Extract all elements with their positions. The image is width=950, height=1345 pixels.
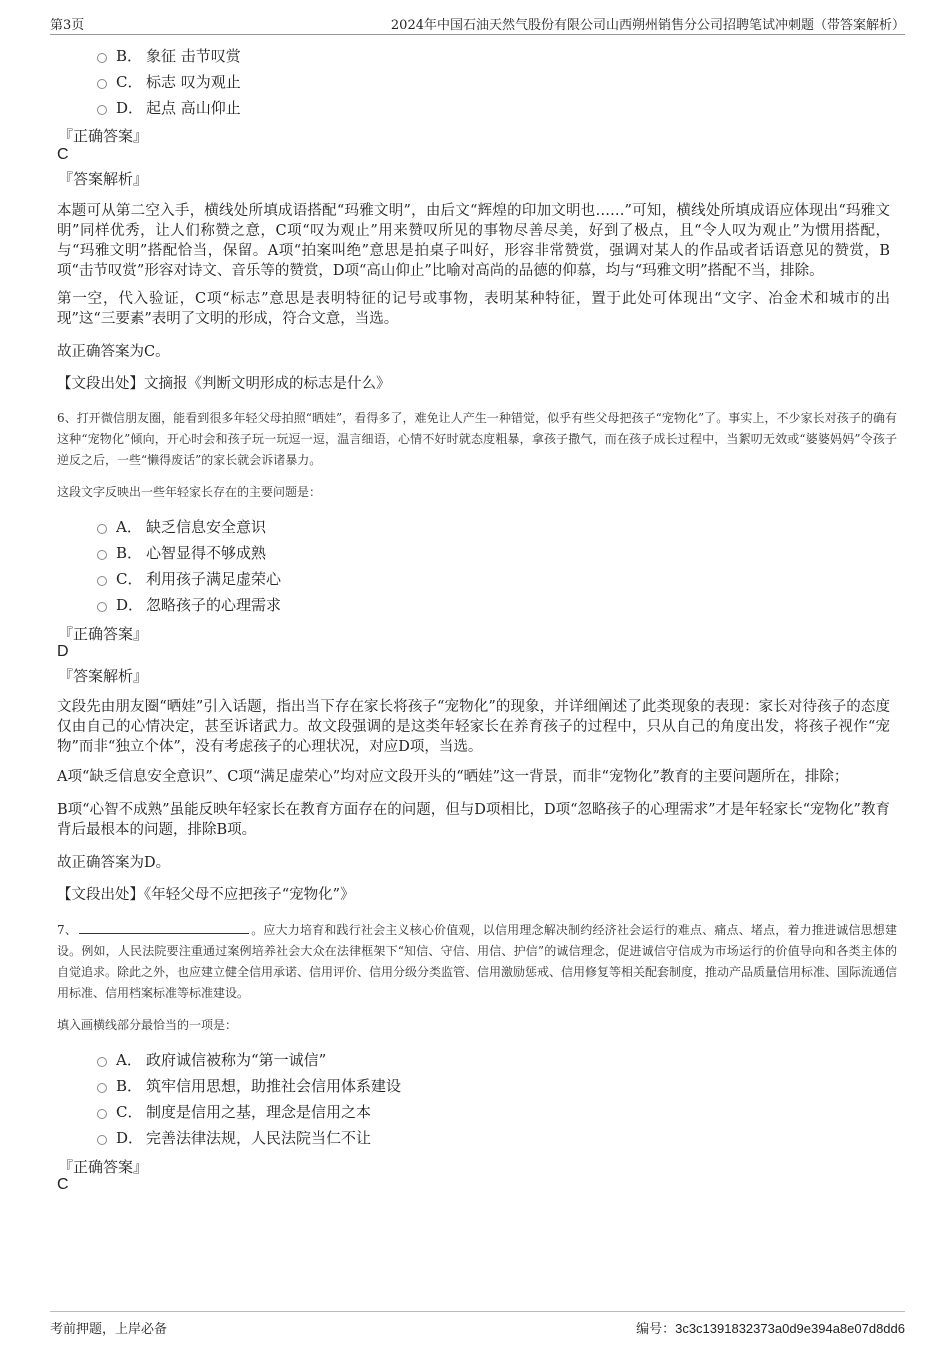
footer-slogan: 考前押题，上岸必备 bbox=[50, 1322, 168, 1337]
q6-analysis-paragraph: B项“心智不成熟”虽能反映年轻家长在教育方面存在的问题，但与D项相比，D项“忽略孩子的心理需求”才是年轻家长“宠物化”教育背后最根本的问题，排除B项。 bbox=[57, 802, 890, 838]
q7-answer: C bbox=[57, 1176, 69, 1193]
radio-icon[interactable] bbox=[97, 550, 107, 560]
q7-option-c[interactable]: C． 制度是信用之基，理念是信用之本 bbox=[97, 1101, 371, 1123]
q5-option-b[interactable]: B． 象征 击节叹赏 bbox=[97, 45, 241, 67]
fill-blank bbox=[79, 921, 249, 934]
q7-answer-label: 『正确答案』 bbox=[58, 1158, 149, 1176]
radio-icon[interactable] bbox=[97, 1083, 107, 1093]
radio-icon[interactable] bbox=[97, 53, 107, 63]
q6-option-b[interactable]: B． 心智显得不够成熟 bbox=[97, 542, 266, 564]
radio-icon[interactable] bbox=[97, 1057, 107, 1067]
q6-analysis-paragraph: A项“缺乏信息安全意识”、C项“满足虚荣心”均对应文段开头的“晒娃”这一背景，而非“宠物化”教育的主要问题所在，排除； bbox=[57, 769, 849, 785]
radio-icon[interactable] bbox=[97, 105, 107, 115]
q6-question: 这段文字反映出一些年轻家长存在的主要问题是： bbox=[57, 485, 322, 499]
page-number: 第3页 bbox=[50, 18, 85, 33]
document-code: 编号：3c3c1391832373a0d9e394a8e07d8dd6 bbox=[636, 1321, 905, 1337]
q6-option-c[interactable]: C． 利用孩子满足虚荣心 bbox=[97, 568, 281, 590]
q6-analysis-label: 『答案解析』 bbox=[58, 667, 149, 685]
q5-answer: C bbox=[57, 146, 69, 163]
radio-icon[interactable] bbox=[97, 602, 107, 612]
q5-answer-label: 『正确答案』 bbox=[58, 127, 149, 145]
q7-stem: 7、 。应大力培育和践行社会主义核心价值观，以信用理念解决制约经济社会运行的难点、痛点、堵点，着力推进诚信思想建设。例如，人民法院要注重通过案例培养社会大众在法律框架下“知信、守信、用信、护信”的诚信理念，促进诚信守信成为市场运行的价值导向和各类主体的自觉追求。除此之外，也应建立健全信用承诺、信用评价、信用分级分类监管、信用激励惩戒、信用修复等相关配套制度，推动产品质量信用标准、国际流通信用标准、信用档案标准等标准建设。 bbox=[57, 923, 898, 1000]
radio-icon[interactable] bbox=[97, 524, 107, 534]
page-footer bbox=[50, 1311, 905, 1338]
q6-option-a[interactable]: A． 缺乏信息安全意识 bbox=[97, 516, 266, 538]
radio-icon[interactable] bbox=[97, 1135, 107, 1145]
radio-icon[interactable] bbox=[97, 79, 107, 89]
q7-option-d[interactable]: D． 完善法律法规，人民法院当仁不让 bbox=[97, 1127, 371, 1149]
q5-analysis-paragraph: 本题可从第二空入手，横线处所填成语搭配“玛雅文明”，由后文“辉煌的印加文明也……”可知，横线处所填成语应体现出“玛雅文明”同样优秀，让人们称赞之意，C项“叹为观止”用来赞叹所见的事物尽善尽美，好到了极点，且“令人叹为观止”为惯用搭配，与“玛雅文明”搭配恰当，保留。A项“拍案叫绝”意思是拍桌子叫好，形容非常赞赏，强调对某人的作品或者话语意见的赞赏，B项“击节叹赏”形容对诗文、音乐等的赞赏，D项“高山仰止”比喻对高尚的品德的仰慕，均与“玛雅文明”搭配不当，排除。 bbox=[57, 203, 890, 279]
q5-source: 【文段出处】文摘报《判断文明形成的标志是什么》 bbox=[57, 376, 391, 392]
q6-answer-label: 『正确答案』 bbox=[58, 625, 149, 643]
q6-answer: D bbox=[57, 643, 69, 660]
q5-option-d[interactable]: D． 起点 高山仰止 bbox=[97, 97, 241, 119]
q6-analysis-paragraph: 文段先由朋友圈“晒娃”引入话题，指出当下存在家长将孩子“宠物化”的现象，并详细阐述了此类现象的表现：家长对待孩子的态度仅由自己的心情决定，甚至诉诸武力。故文段强调的是这类年轻家长在养育孩子的过程中，只从自己的角度出发，将孩子视作“宠物”而非“独立个体”，没有考虑孩子的心理状况，对应D项，当选。 bbox=[57, 699, 890, 755]
q6-source: 【文段出处】《年轻父母不应把孩子“宠物化”》 bbox=[57, 887, 355, 903]
q5-option-c[interactable]: C． 标志 叹为观止 bbox=[97, 71, 241, 93]
q5-analysis-label: 『答案解析』 bbox=[58, 170, 149, 188]
document-title: 2024年中国石油天然气股份有限公司山西朔州销售分公司招聘笔试冲刺题（带答案解析） bbox=[390, 18, 905, 33]
q7-option-a[interactable]: A． 政府诚信被称为“第一诚信” bbox=[97, 1049, 326, 1071]
q5-analysis-conclusion: 故正确答案为C。 bbox=[57, 344, 170, 360]
q7-question: 填入画横线部分最恰当的一项是： bbox=[57, 1018, 238, 1032]
q7-option-b[interactable]: B． 筑牢信用思想，助推社会信用体系建设 bbox=[97, 1075, 401, 1097]
radio-icon[interactable] bbox=[97, 576, 107, 586]
q6-stem: 6、打开微信朋友圈，能看到很多年轻父母拍照“晒娃”，看得多了，难免让人产生一种错觉，似乎有些父母把孩子“宠物化”了。事实上，不少家长对孩子的确有这种“宠物化”倾向，开心时会和孩子玩一玩逗一逗，温言细语，心情不好时就态度粗暴，拿孩子撒气，而在孩子成长过程中，当絮叨无效或“婆婆妈妈”令孩子逆反之后，一些“懒得废话”的家长就会诉诸暴力。 bbox=[57, 411, 897, 467]
radio-icon[interactable] bbox=[97, 1109, 107, 1119]
q5-analysis-paragraph: 第一空，代入验证，C项“标志”意思是表明特征的记号或事物，表明某种特征，置于此处可体现出“文字、冶金术和城市的出现”这“三要素”表明了文明的形成，符合文意，当选。 bbox=[57, 291, 890, 327]
page-header bbox=[50, 12, 905, 35]
q7-number: 7、 bbox=[57, 923, 78, 937]
q6-analysis-conclusion: 故正确答案为D。 bbox=[57, 855, 171, 871]
q6-option-d[interactable]: D． 忽略孩子的心理需求 bbox=[97, 594, 281, 616]
